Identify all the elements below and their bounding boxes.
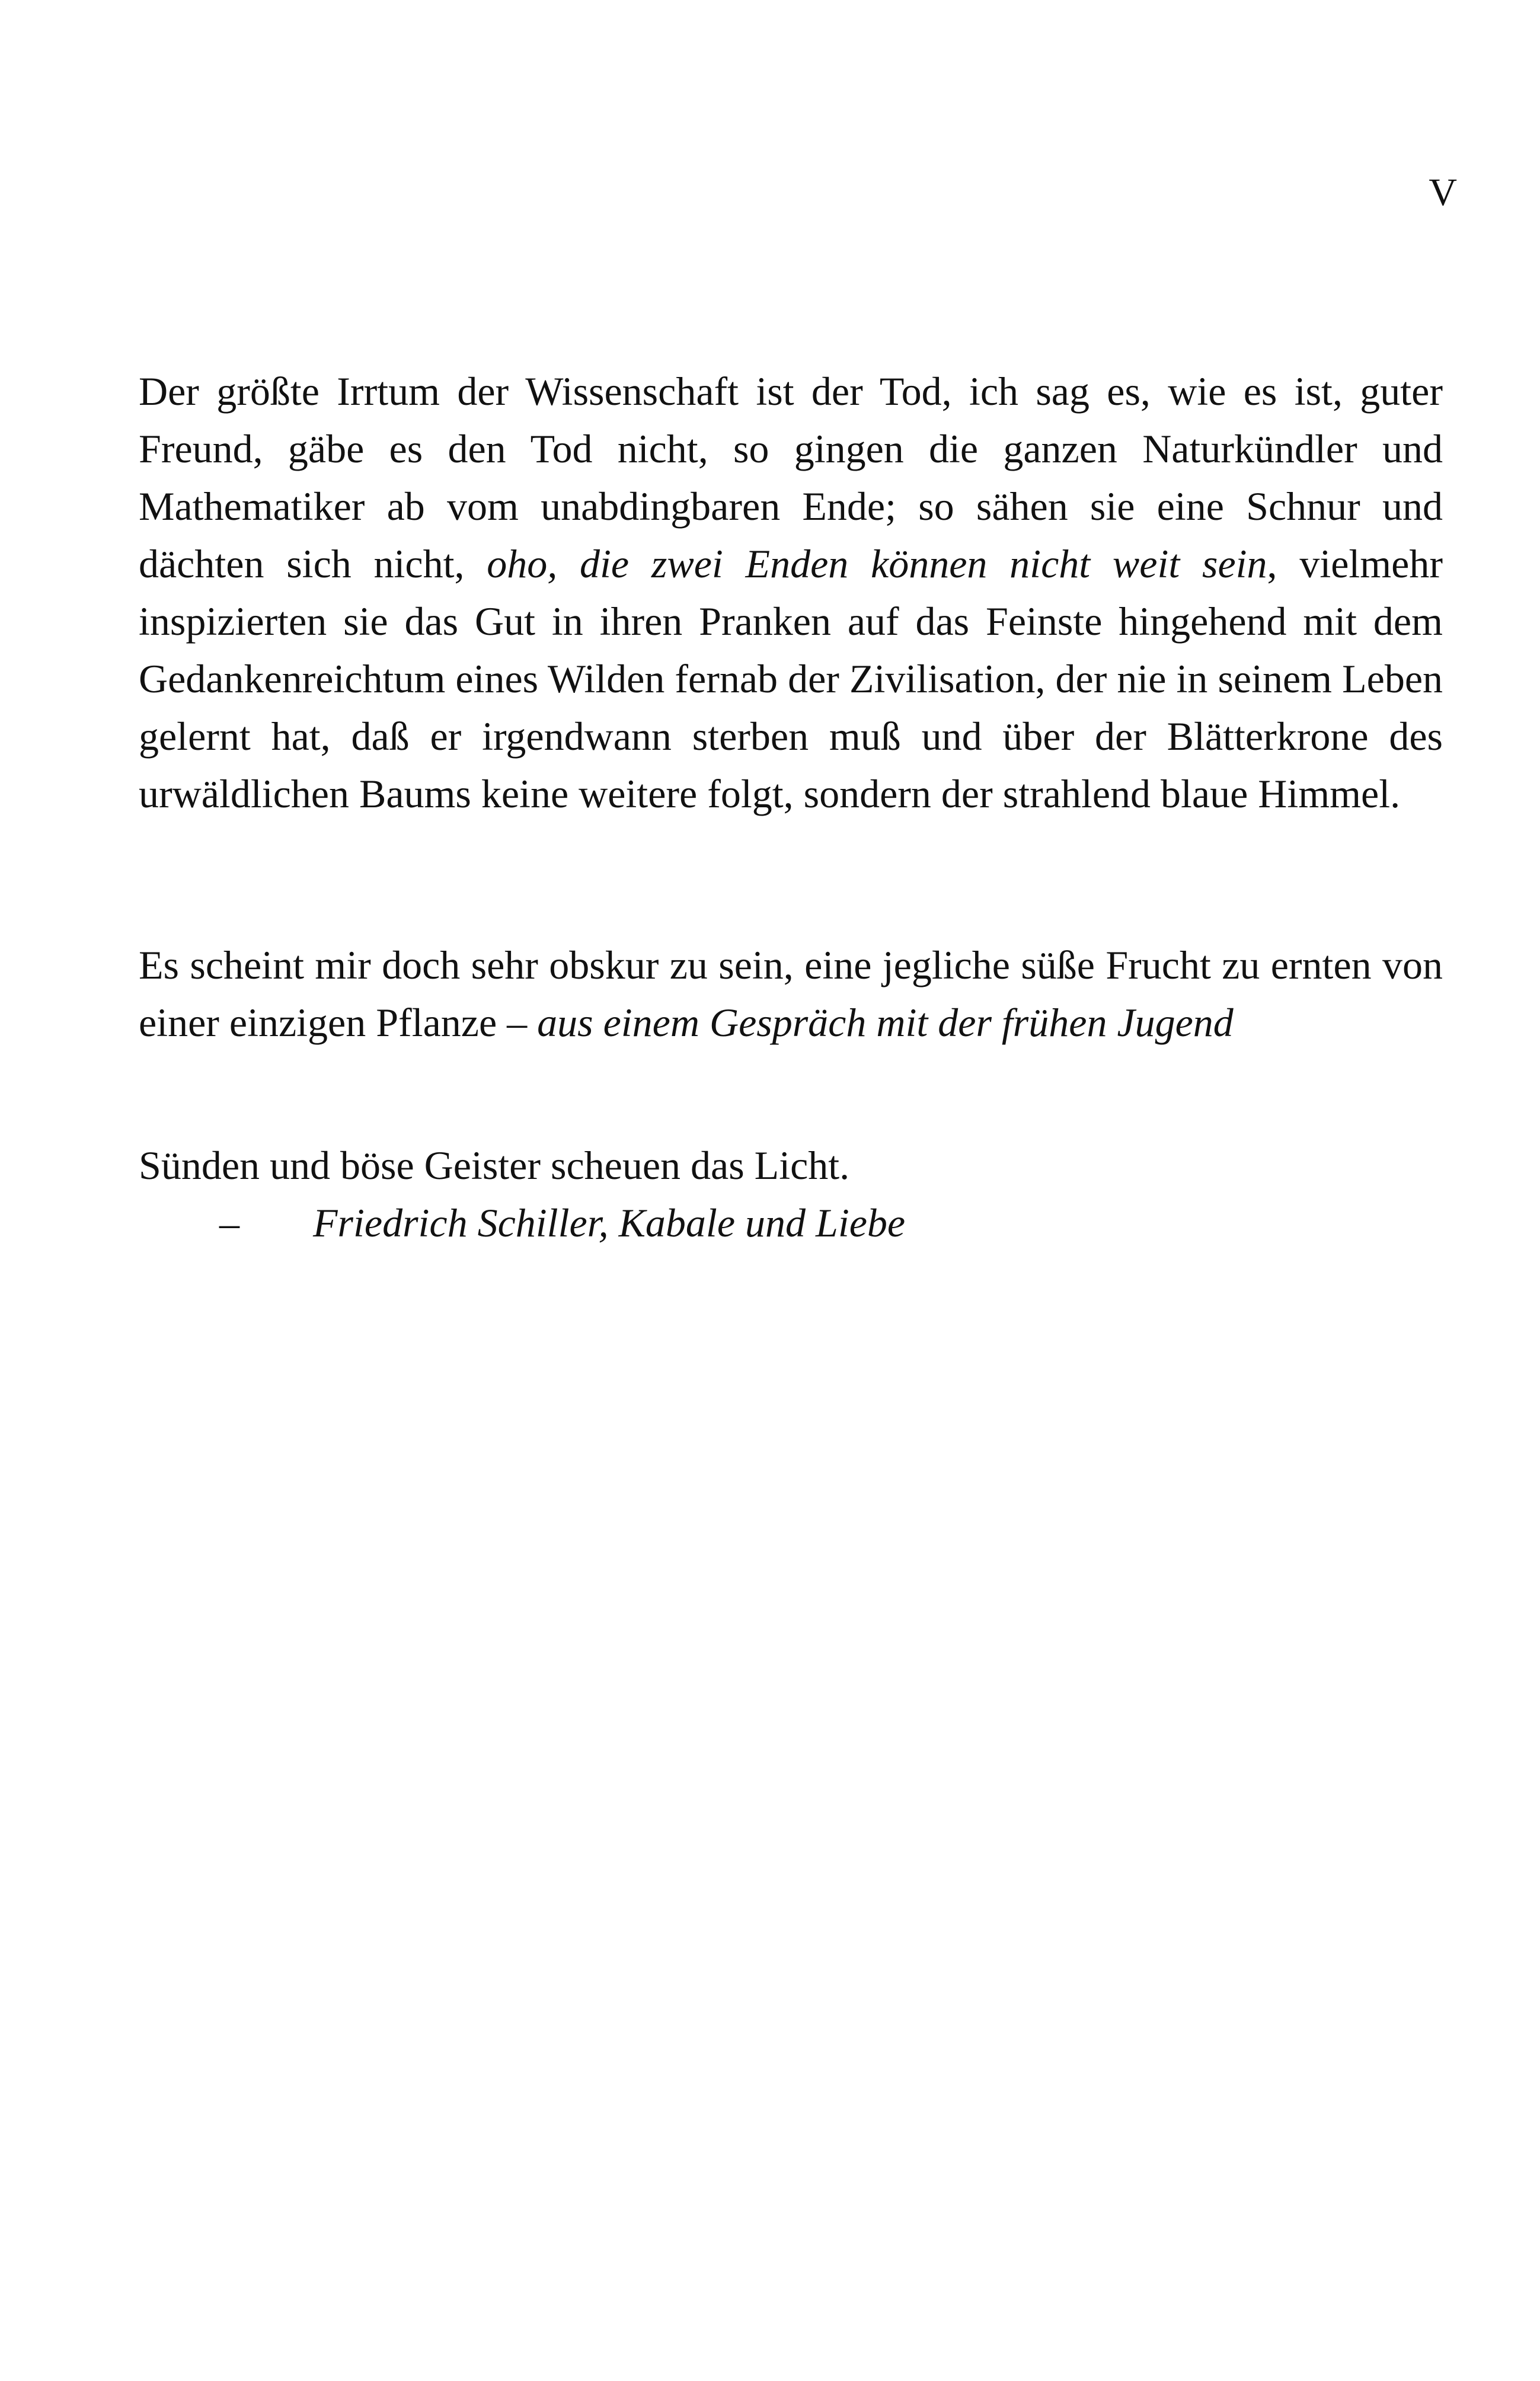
paragraph-1-text-end: , vielmehr inspizierten sie das Gut in ihren Pranken auf das Feinste hingehend mit dem Gedankenreichtum eines Wilden fernab der Zivilisation, der nie in seinem Leben gelernt hat, daß er irgendwann sterben muß und über der Blätterkrone des urwäldlichen Baums keine weitere folgt, sondern der strahlend blaue Himmel. <box>139 541 1443 816</box>
page-number: V <box>1429 171 1457 214</box>
paragraph-death-as-error <box>139 363 1443 823</box>
paragraph-sweet-fruit <box>139 937 1443 1052</box>
paragraph-2-source: aus einem Gespräch mit der frühen Jugend <box>537 1000 1234 1045</box>
paragraph-1-text-start: Der größte Irrtum der Wissenschaft ist der Tod, ich sag es, wie es ist, guter Freund, gäbe es den Tod nicht, so gingen die ganzen Naturkündler und Mathematiker ab vom unabdingbaren Ende; so sähen sie eine Schnur und dächten sich nicht, <box>139 369 1443 586</box>
paragraph-1-italic-phrase: oho, die zwei Enden können nicht weit sein <box>487 541 1267 586</box>
paragraph-2-text: Es scheint mir doch sehr obskur zu sein, eine jegliche süße Frucht zu ernten von einer einzigen Pflanze – <box>139 942 1443 1045</box>
schiller-quote <box>139 1137 1443 1252</box>
attribution-author-work: Friedrich Schiller, Kabale und Liebe <box>313 1200 906 1245</box>
quote-attribution <box>139 1194 1443 1252</box>
attribution-dash: – <box>219 1200 239 1245</box>
quote-text: Sünden und böse Geister scheuen das Licht. <box>139 1143 850 1188</box>
